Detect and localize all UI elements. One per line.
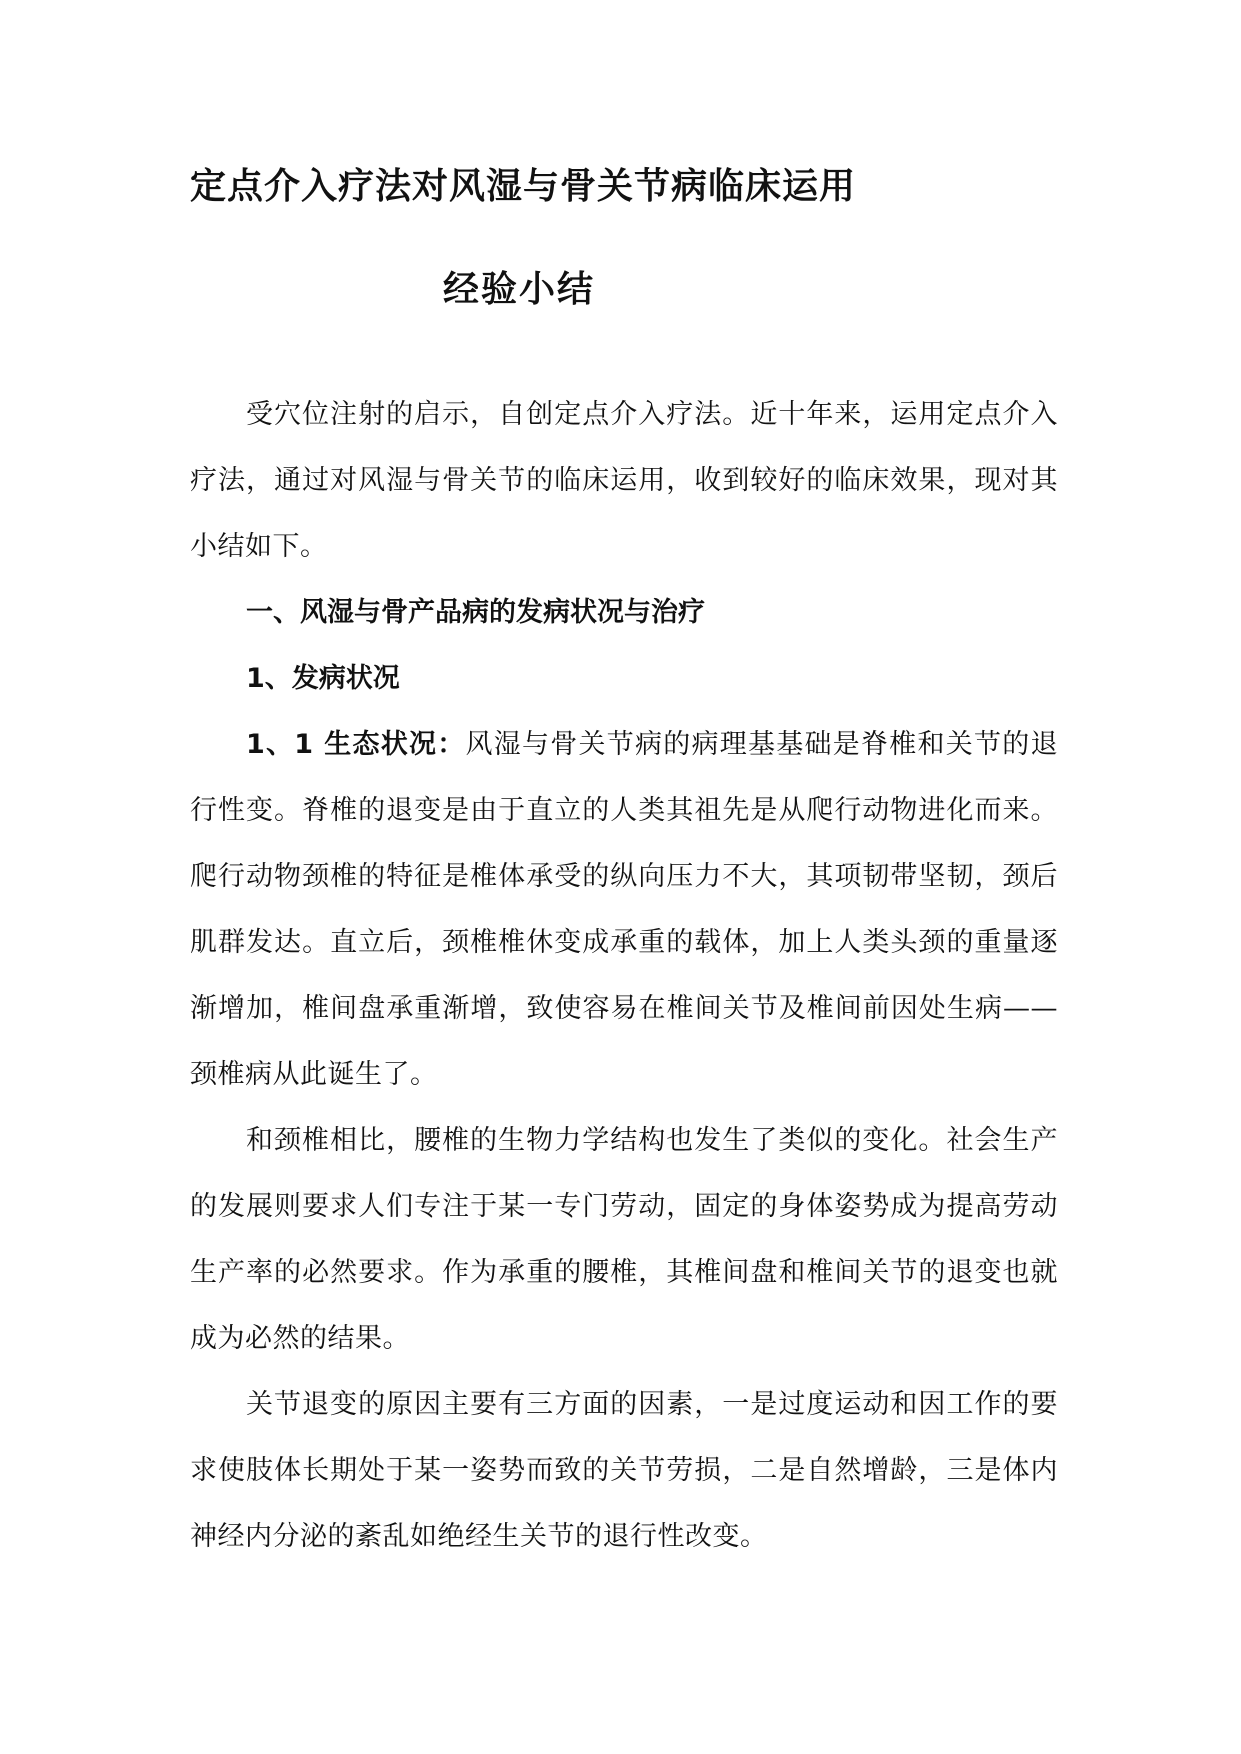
document-title-line-2: 经验小结	[443, 269, 596, 310]
section-1-heading: 一、风湿与骨产品病的发病状况与治疗	[246, 597, 705, 628]
paragraph-1-1-lead: 1、1 生态状况：	[246, 729, 466, 760]
paragraph-1-1-text: 风湿与骨关节病的病理基基础是脊椎和关节的退行性变。脊椎的退变是由于直立的人类其祖先是从爬行动物进化而来。爬行动物颈椎的特征是椎体承受的纵向压力不大，其项韧带坚韧，颈后肌群发达。直立后，颈椎椎休变成承重的载体，加上人类头颈的重量逐渐增加，椎间盘承重渐增，致使容易在椎间关节及椎间前因处生病——颈椎病从此诞生了。	[190, 729, 1058, 1090]
document-body	[190, 382, 1058, 1570]
subsection-1-heading: 1、发病状况	[246, 663, 400, 694]
document-title-line-1: 定点介入疗法对风湿与骨关节病临床运用	[190, 166, 857, 207]
joint-degeneration-paragraph: 关节退变的原因主要有三方面的因素，一是过度运动和因工作的要求使肢体长期处于某一姿势而致的关节劳损，二是自然增龄，三是体内神经内分泌的紊乱如绝经生关节的退行性改变。	[190, 1389, 1058, 1552]
lumbar-paragraph: 和颈椎相比，腰椎的生物力学结构也发生了类似的变化。社会生产的发展则要求人们专注于某一专门劳动，固定的身体姿势成为提高劳动生产率的必然要求。作为承重的腰椎，其椎间盘和椎间关节的退变也就成为必然的结果。	[190, 1125, 1058, 1354]
intro-paragraph: 受穴位注射的启示，自创定点介入疗法。近十年来，运用定点介入疗法，通过对风湿与骨关节的临床运用，收到较好的临床效果，现对其小结如下。	[190, 399, 1058, 562]
paragraph-1-1	[190, 712, 1058, 1108]
